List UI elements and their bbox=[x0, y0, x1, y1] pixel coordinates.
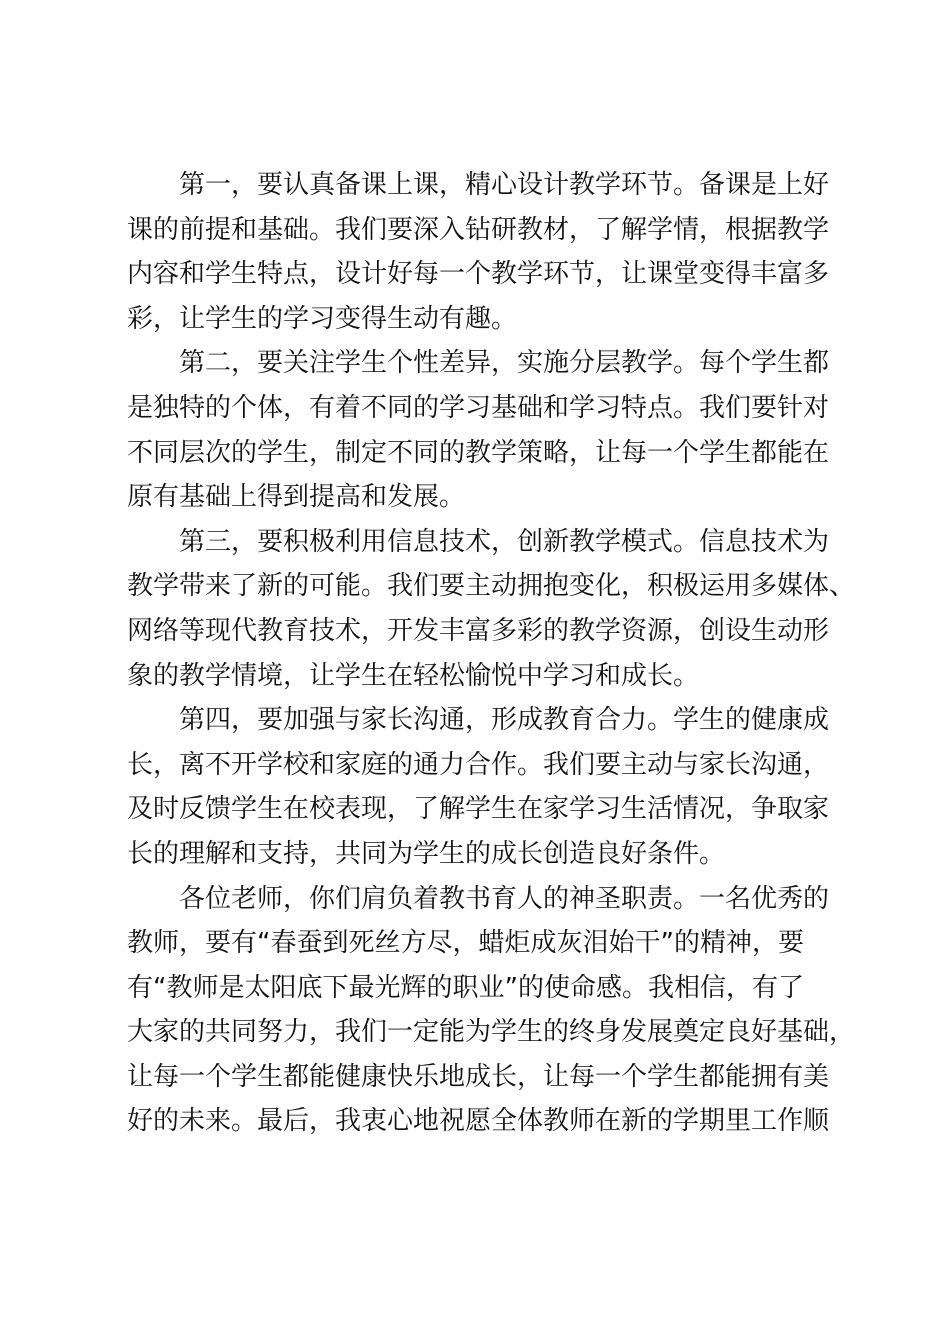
paragraph-line: 网络等现代教育技术，开发丰富多彩的教学资源，创设生动形 bbox=[127, 615, 830, 646]
paragraph-line: 有“教师是太阳底下最光辉的职业”的使命感。我相信，有了 bbox=[127, 972, 804, 1003]
paragraph-2 bbox=[127, 341, 833, 519]
paragraph-line: 教师，要有“春蚕到死丝方尽，蜡炬成灰泪始干”的精神，要 bbox=[127, 928, 804, 959]
paragraph-line: 教学带来了新的可能。我们要主动拥抱变化，积极运用多媒体、 bbox=[127, 571, 856, 602]
paragraph-line: 第一，要认真备课上课，精心设计教学环节。备课是上好 bbox=[179, 170, 830, 200]
paragraph-line: 象的教学情境，让学生在轻松愉悦中学习和成长。 bbox=[127, 660, 700, 691]
paragraph-4 bbox=[127, 698, 833, 876]
paragraph-line: 彩，让学生的学习变得生动有趣。 bbox=[127, 303, 518, 334]
paragraph-line: 原有基础上得到提高和发展。 bbox=[127, 482, 466, 513]
paragraph-3 bbox=[127, 520, 856, 698]
document-body bbox=[127, 163, 856, 1144]
paragraph-line: 各位老师，你们肩负着教书育人的神圣职责。一名优秀的 bbox=[179, 883, 830, 914]
paragraph-line: 长的理解和支持，共同为学生的成长创造良好条件。 bbox=[127, 838, 726, 869]
paragraph-line: 让每一个学生都能健康快乐地成长，让每一个学生都能拥有美 bbox=[127, 1061, 830, 1092]
paragraph-line: 课的前提和基础。我们要深入钻研教材，了解学情，根据教学 bbox=[127, 214, 830, 245]
paragraph-line: 第二，要关注学生个性差异，实施分层教学。每个学生都 bbox=[179, 348, 830, 379]
paragraph-line: 大家的共同努力，我们一定能为学生的终身发展奠定良好基础， bbox=[127, 1017, 856, 1048]
paragraph-line: 第四，要加强与家长沟通，形成教育合力。学生的健康成 bbox=[179, 705, 830, 736]
paragraph-line: 及时反馈学生在校表现，了解学生在家学习生活情况，争取家 bbox=[127, 794, 830, 825]
paragraph-1 bbox=[127, 163, 833, 341]
paragraph-line: 好的未来。最后，我衷心地祝愿全体教师在新的学期里工作顺 bbox=[127, 1106, 830, 1137]
paragraph-line: 内容和学生特点，设计好每一个教学环节，让课堂变得丰富多 bbox=[127, 259, 830, 290]
paragraph-line: 不同层次的学生，制定不同的教学策略，让每一个学生都能在 bbox=[127, 437, 830, 468]
paragraph-line: 是独特的个体，有着不同的学习基础和学习特点。我们要针对 bbox=[127, 392, 830, 423]
paragraph-line: 第三，要积极利用信息技术，创新教学模式。信息技术为 bbox=[179, 526, 830, 557]
paragraph-5 bbox=[127, 877, 856, 1145]
paragraph-line: 长，离不开学校和家庭的通力合作。我们要主动与家长沟通， bbox=[127, 749, 830, 780]
